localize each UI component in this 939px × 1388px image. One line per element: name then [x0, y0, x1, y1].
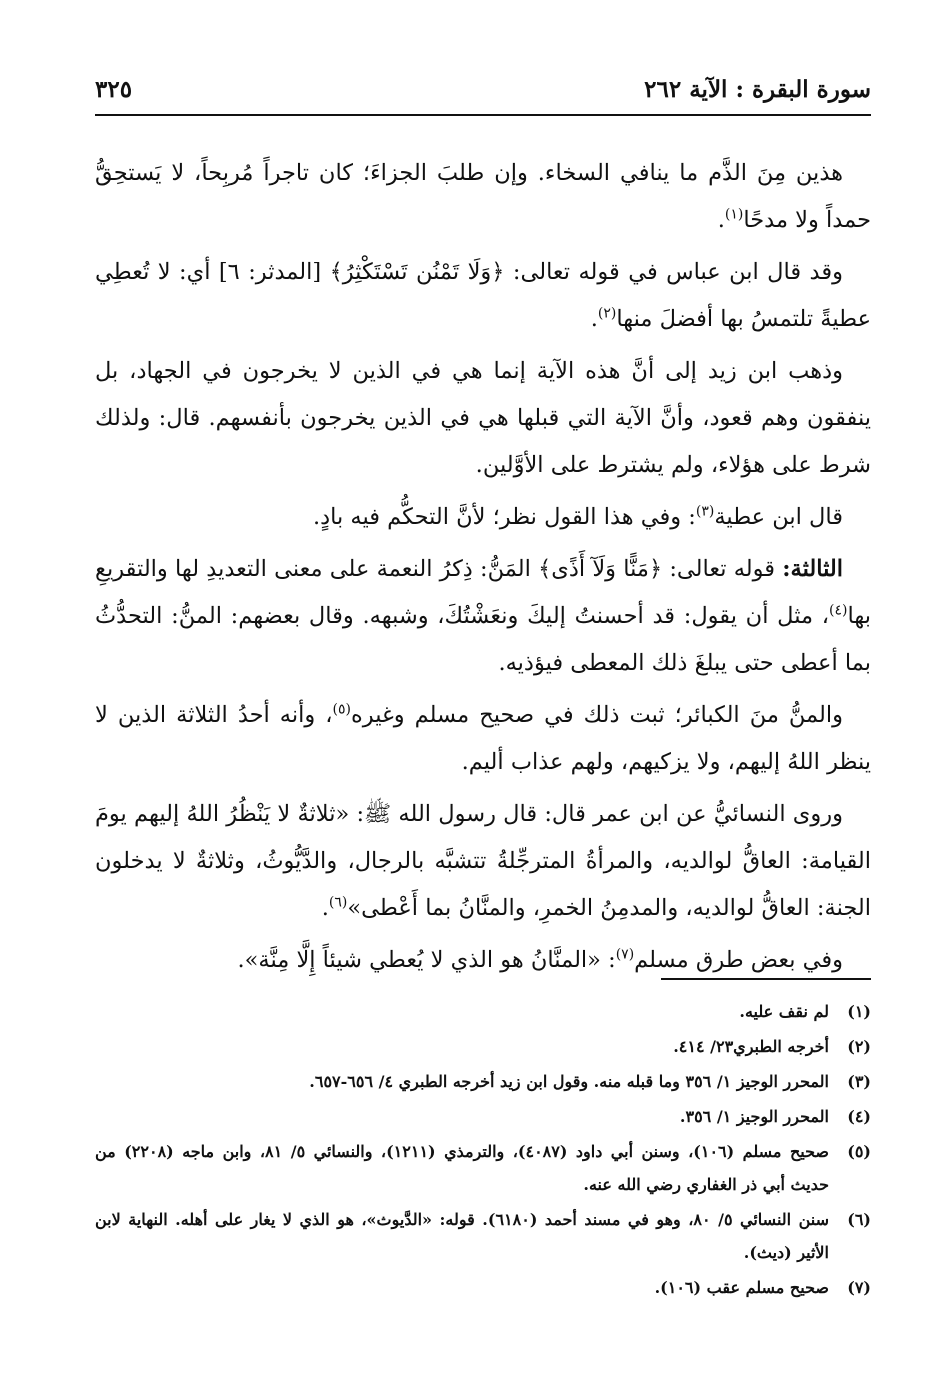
page-number: ٣٢٥: [95, 75, 133, 103]
footnote: [95, 1100, 871, 1133]
footnote-number: (٥): [847, 1142, 871, 1161]
footnote-ref: (١): [724, 206, 744, 223]
text-run: وقد قال ابن عباس في قوله تعالى: ﴿وَلَا تَمْنُن تَسْتَكْثِرُ﴾ [المدثر: ٦] أي: لا تُعطِي عطيةً تلتمسُ بها أفضلَ منها: [95, 259, 871, 332]
paragraph: [95, 494, 871, 541]
paragraph: [95, 546, 871, 687]
footnote-text: المحرر الوجيز ١/ ٣٥٦.: [679, 1107, 829, 1126]
footnote-text: صحيح مسلم عقب (١٠٦).: [654, 1278, 829, 1297]
footnote-number: (٧): [847, 1278, 871, 1297]
paragraph: [95, 937, 871, 984]
running-header: [95, 70, 871, 108]
text-run: قال ابن عطية: [714, 504, 843, 530]
paragraph: [95, 150, 871, 244]
text-run: ، وأنه أحدُ الثلاثة الذين لا ينظر اللهُ إليهم، ولا يزكيهم، ولهم عذاب أليم.: [95, 702, 871, 775]
footnote-ref: (٦): [328, 894, 348, 911]
paragraph: [95, 692, 871, 786]
text-run: والمنُّ منَ الكبائر؛ ثبت ذلك في صحيح مسلم وغيره: [351, 702, 843, 728]
text-run: : وفي هذا القول نظر؛ لأنَّ التحكُّم فيه بادٍ.: [312, 504, 696, 530]
footnote-number: (١): [847, 1002, 871, 1021]
main-text: [95, 150, 871, 989]
footnote-text: سنن النسائي ٥/ ٨٠، وهو في مسند أحمد (٦١٨٠). قوله: «الدَّيوث»، هو الذي لا يغار على أهله. النهاية لابن الأثير (ديث).: [95, 1210, 829, 1262]
footnotes: [95, 995, 871, 1306]
footnote: [95, 1135, 871, 1201]
footnote-ref: (٤): [829, 602, 848, 619]
text-run: وروى النسائيُّ عن ابن عمر قال: قال رسول الله ﷺ: «ثلاثةٌ لا يَنْظُرُ اللهُ إليهم يومَ القيامة: العاقُّ لوالديه، والمرأةُ المترجِّلةُ تتشبَّه بالرجال، والدَّيُّوثُ، وثلاثةٌ لا يدخلون الجنة: العاقُّ لوالديه، والمدمِنُ الخمرِ، والمنَّانُ بما أَعْطى»: [95, 801, 871, 921]
text-run: : «المنَّانُ هو الذي لا يُعطي شيئاً إِلَّا مِنَّة».: [237, 947, 616, 973]
text-run: وذهب ابن زيد إلى أنَّ هذه الآية إنما هي في الذين لا يخرجون في الجهاد، بل ينفقون وهم قعود، وأنَّ الآية التي قبلها هي في الذين يخرجون بأنفسهم. قال: ولذلك شرط على هؤلاء، ولم يشترط على الأوَّلين.: [95, 358, 871, 478]
text-run: وفي بعض طرق مسلم: [634, 947, 843, 973]
footnote-number: (٦): [847, 1210, 871, 1229]
footnote: [95, 1203, 871, 1269]
running-title: سورة البقرة : الآية ٢٦٢: [644, 75, 871, 103]
footnote: [95, 1030, 871, 1063]
text-run: .: [590, 306, 598, 332]
footnote-text: المحرر الوجيز ١/ ٣٥٦ وما قبله منه. وقول ابن زيد أخرجه الطبري ٤/ ٦٥٦-٦٥٧.: [309, 1072, 829, 1091]
text-run: قوله تعالى: ﴿مَنًّا وَلَآ أَذًى﴾ المَنُّ: ذِكرُ النعمة على معنى التعديدِ لها والتقريعِ بها: [95, 556, 871, 629]
text-run: .: [717, 207, 725, 233]
footnote-ref: (٣): [695, 503, 715, 520]
text-run: .: [321, 895, 329, 921]
paragraph: [95, 249, 871, 343]
footnote-text: أخرجه الطبري٢٣/ ٤١٤.: [673, 1037, 829, 1056]
footnote-separator: [661, 978, 871, 980]
paragraph: [95, 791, 871, 932]
footnote-text: لم نقف عليه.: [739, 1002, 829, 1021]
footnote: [95, 1065, 871, 1098]
footnote-ref: (٧): [615, 946, 635, 963]
footnote-number: (٢): [847, 1037, 871, 1056]
footnote: [95, 995, 871, 1028]
text-run: ، مثل أن يقول: قد أحسنتُ إليكَ ونعَشْتُكَ، وشبهه. وقال بعضهم: المنُّ: التحدُّثُ بما أعطى حتى يبلغَ ذلك المعطى فيؤذيه.: [95, 603, 871, 676]
footnote-ref: (٢): [597, 305, 617, 322]
footnote-number: (٤): [847, 1107, 871, 1126]
footnote: [95, 1271, 871, 1304]
footnote-number: (٣): [847, 1072, 871, 1091]
section-lead: الثالثة:: [782, 556, 843, 582]
paragraph: [95, 348, 871, 489]
header-rule: [95, 114, 871, 116]
footnote-text: صحيح مسلم (١٠٦)، وسنن أبي داود (٤٠٨٧)، والترمذي (١٢١١)، والنسائي ٥/ ٨١، وابن ماجه (٢٢٠٨) من حديث أبي ذر الغفاري رضي الله عنه.: [95, 1142, 830, 1194]
footnote-ref: (٥): [332, 701, 351, 718]
text-run: هذين مِنَ الذَّم ما ينافي السخاء. وإن طلبَ الجزاءَ؛ كان تاجراً مُربِحاً، لا يَستحِقُّ حمداً ولا مدحًا: [95, 160, 871, 233]
